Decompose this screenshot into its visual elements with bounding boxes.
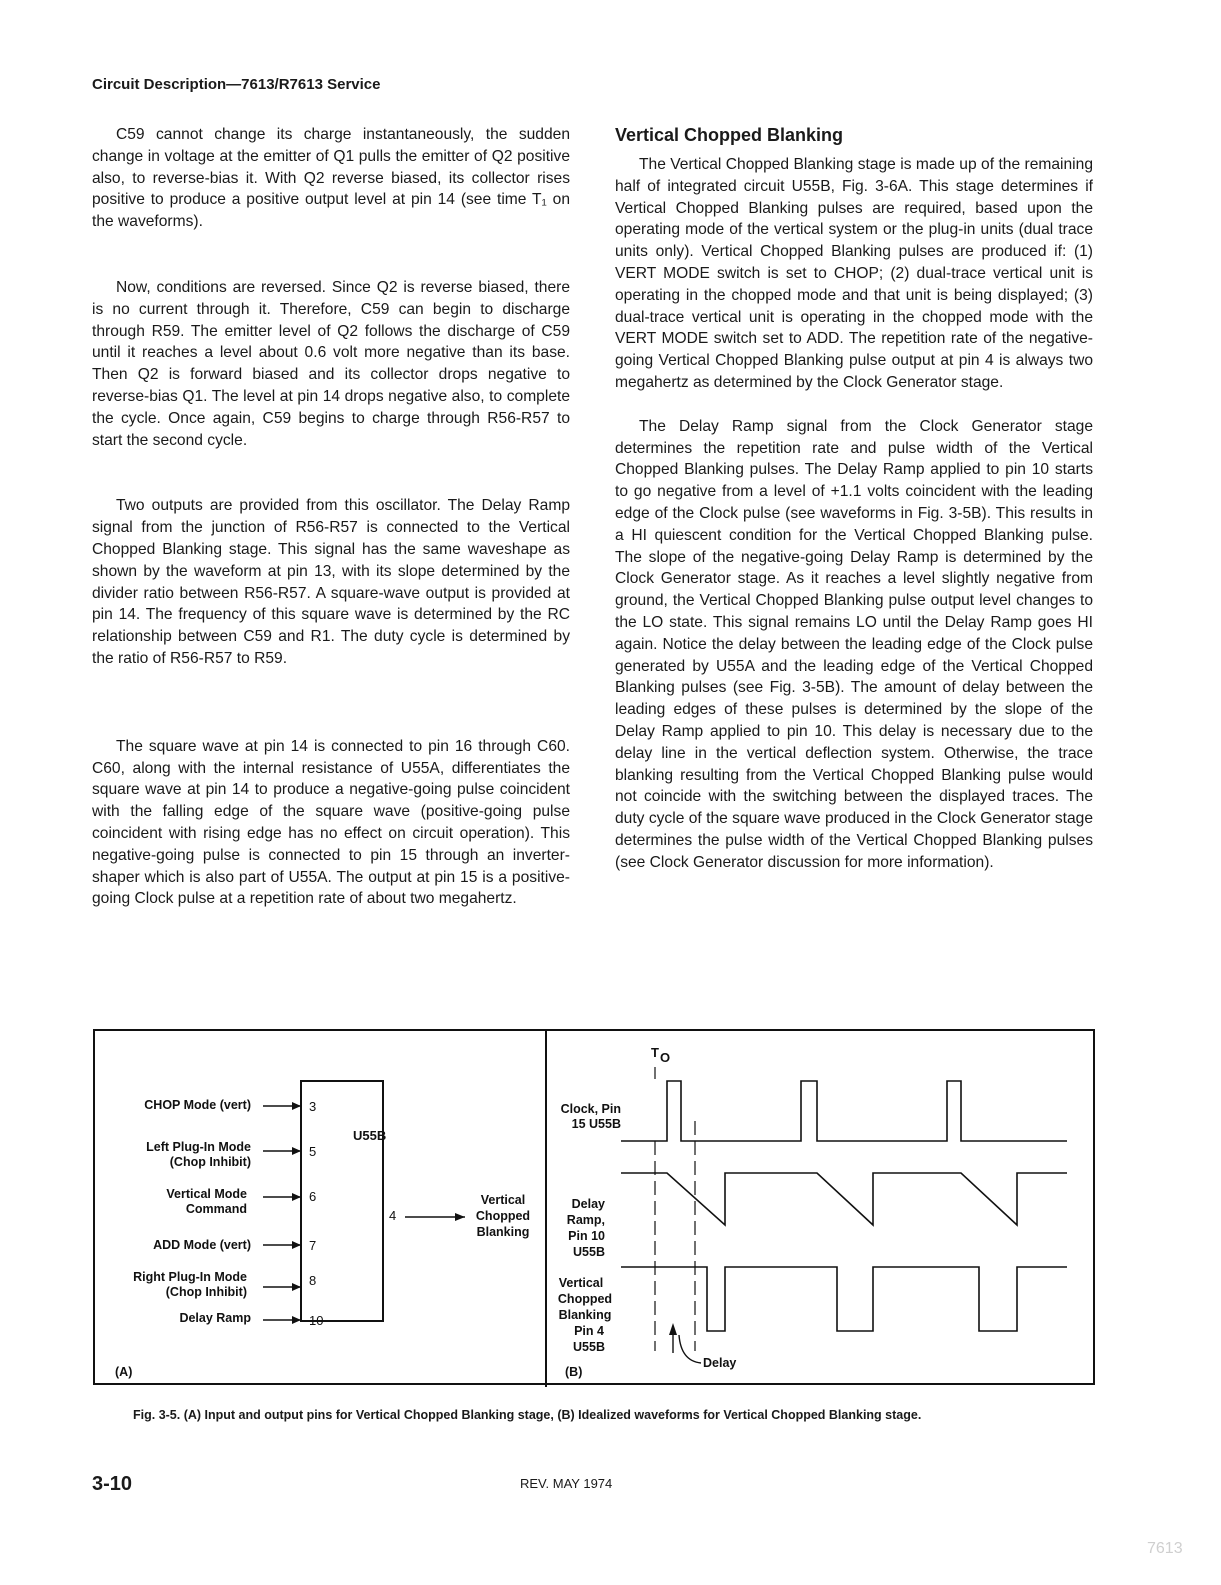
paragraph: Two outputs are provided from this oscillator. The Delay Ramp signal from the junction of R56-R57 is connected to the Vertical Chopped Blanking stage. This signal has the same waveshape as shown by the waveform at pin 13, with its slope determined by the divider ratio between R56-R57. A square-wave output is provided at pin 14. The frequency of this square wave is determined by the RC relationship between C59 and R1. The duty cycle is determined by the ratio of R56-R57 to R59.: [92, 497, 570, 667]
trace-label: 15 U55B: [571, 1117, 621, 1131]
input-label: ADD Mode (vert): [153, 1238, 251, 1252]
t0-subscript: O: [660, 1050, 671, 1065]
output-label: Chopped: [475, 1209, 531, 1223]
blanking-waveform: [621, 1267, 1067, 1331]
input-label: Right Plug-In Mode: [133, 1270, 247, 1284]
input-row-left-plugin: [146, 1140, 316, 1169]
pin-number: 5: [309, 1144, 317, 1159]
input-label: (Chop Inhibit): [165, 1285, 247, 1299]
input-label: Command: [185, 1202, 247, 1216]
paragraph: Now, conditions are reversed. Since Q2 is reverse biased, there is no current through it. Therefore, C59 can begin to discharge through R59. The emitter level of Q2 follows the discharge of C59 until it reaches a level about 0.6 volt more negative than its base. Then Q2 is forward biased and its collector drops negative to reverse-bias Q1. The level at pin 14 drops negative also, to complete the cycle. Once again, C59 begins to charge through R56-R57 to start the second cycle.: [92, 278, 570, 449]
trace-label: U55B: [573, 1245, 605, 1259]
paragraph: The square wave at pin 14 is connected to pin 16 through C60. C60, along with the internal resistance of U55A, differentiates the square wave at pin 14 to produce a negative-going pulse coincident with the falling edge of the square wave (positive-going pulse coincident with rising edge has no effect on circuit operation). This negative-going pulse is connected to pin 15 through an inverter-shaper which is also part of U55A. The output at pin 15 is a positive-going Clock pulse at a repetition rate of about two megahertz.: [92, 737, 570, 908]
delay-ramp-waveform: [621, 1173, 1067, 1225]
input-label: Delay Ramp: [179, 1311, 251, 1325]
input-label: Left Plug-In Mode: [146, 1140, 251, 1154]
trace-label: Pin 4: [574, 1324, 604, 1338]
trace-label: Pin 10: [568, 1229, 605, 1243]
t0-label: T: [651, 1045, 659, 1060]
pin-number: 8: [309, 1273, 317, 1288]
pin-number: 10: [309, 1313, 324, 1328]
panel-a-label: (A): [115, 1365, 133, 1379]
delay-label: Delay: [703, 1356, 737, 1370]
trace-label: Delay: [571, 1197, 605, 1211]
running-header: Circuit Description—7613/R7613 Service: [92, 76, 381, 93]
delay-arrow-head: [669, 1323, 677, 1335]
clock-waveform: [621, 1081, 1067, 1141]
right-column: [615, 124, 1093, 874]
input-label: (Chop Inhibit): [169, 1155, 251, 1169]
delay-leader: [679, 1335, 701, 1363]
input-label: CHOP Mode (vert): [144, 1098, 251, 1112]
section-title: Vertical Chopped Blanking: [615, 125, 844, 145]
pin-number: 3: [309, 1099, 317, 1114]
trace-label: Ramp,: [566, 1213, 605, 1227]
input-row-right-plugin: [133, 1270, 316, 1299]
trace-label: Chopped: [557, 1292, 613, 1306]
pin-number: 7: [309, 1238, 317, 1253]
figure-drawing: [95, 1031, 1097, 1387]
output-label: Vertical: [480, 1193, 526, 1207]
page-number: 3-10: [92, 1473, 133, 1495]
figure-caption: Fig. 3-5. (A) Input and output pins for Vertical Chopped Blanking stage, (B) Idealized waveforms for Vertical Chopped Blanking stage.: [133, 1408, 922, 1422]
trace-label: Blanking: [558, 1308, 612, 1322]
panel-b-label: (B): [565, 1365, 583, 1379]
corner-mark: 7613: [1147, 1540, 1183, 1557]
trace-label: Vertical: [558, 1276, 604, 1290]
chip-label: U55B: [353, 1128, 387, 1143]
trace-label: U55B: [573, 1340, 605, 1354]
input-row-chop: [144, 1098, 316, 1114]
figure-3-5: [93, 1029, 1095, 1385]
left-column: [92, 124, 570, 910]
input-row-vert-mode: [166, 1187, 316, 1216]
pin-number: 4: [389, 1208, 397, 1223]
paragraph: The Delay Ramp signal from the Clock Generator stage determines the repetition rate and pulse width of the Vertical Chopped Blanking pulses. The Delay Ramp applied to pin 10 starts to go negative from a level of +1.1 volts coincident with the leading edge of the Clock pulse (see waveforms in Fig. 3-5B). This results in a HI quiescent condition for the Vertical Chopped Blanking pulse. The slope of the negative-going Delay Ramp is determined by the Clock Generator stage. As it reaches a level slightly negative from ground, the Vertical Chopped Blanking pulse output level changes to the LO state. This signal remains LO until the Delay Ramp goes HI again. Notice the delay between the leading edge of the Clock pulse generated by U55A and the leading edge of the Vertical Chopped Blanking pulses (see Fig. 3-5B). The amount of delay between the leading edges of these pulses is determined by the slope of the Delay Ramp applied to pin 10. This delay is necessary due to the delay line in the vertical deflection system. Otherwise, the trace blanking resulting from the Vertical Chopped Blanking pulse would not coincide with the switching between the displayed traces. The duty cycle of the square wave produced in the Clock Generator stage determines the pulse width of the Vertical Chopped Blanking pulses (see Clock Generator discussion for more information).: [615, 417, 1093, 871]
pin-number: 6: [309, 1189, 317, 1204]
input-row-add: [153, 1238, 316, 1253]
output-label: Blanking: [476, 1225, 530, 1239]
input-label: Vertical Mode: [166, 1187, 247, 1201]
paragraph: C59 cannot change its charge instantaneously, the sudden change in voltage at the emitter of Q1 pulls the emitter of Q2 positive also, to reverse-bias it. With Q2 reverse biased, its collector rises positive to produce a positive output level at pin 14 (see time T₁ on the waveforms).: [92, 126, 570, 231]
trace-label: Clock, Pin: [560, 1102, 621, 1116]
revision-date: REV. MAY 1974: [520, 1476, 613, 1491]
paragraph: The Vertical Chopped Blanking stage is made up of the remaining half of integrated circuit U55B, Fig. 3-6A. This stage determines if Vertical Chopped Blanking pulses are required, based upon the operating mode of the vertical system or the plug-in units (dual trace units only). Vertical Chopped Blanking pulses are produced if: (1) VERT MODE switch is set to CHOP; (2) dual-trace vertical unit is operating in the chopped mode and that unit is being displayed; (3) dual-trace vertical unit is operating in the chopped mode with the VERT MODE switch set to ADD. The repetition rate of the negative-going Vertical Chopped Blanking pulse output at pin 4 is always two megahertz as determined by the Clock Generator stage.: [615, 156, 1093, 391]
output-row: [389, 1193, 530, 1239]
